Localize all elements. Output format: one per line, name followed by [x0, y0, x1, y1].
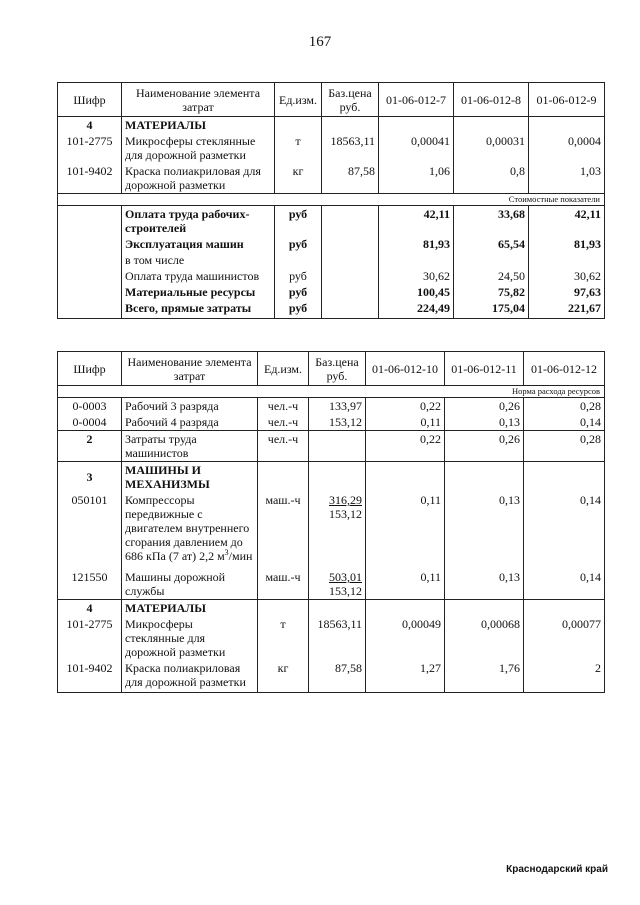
cost-value: 75,82: [454, 284, 529, 300]
header-price: Баз.цена руб.: [309, 352, 366, 386]
cell-value: 1,06: [379, 163, 454, 194]
section-row: [58, 462, 605, 493]
cell-name: Микросферы стеклянные для дорожной разметки: [122, 616, 258, 660]
cell-value: 0,00077: [524, 616, 605, 660]
cost-row: [58, 236, 605, 252]
cell-name-text: /мин: [228, 549, 253, 563]
cell-value: 0,00041: [379, 133, 454, 163]
cell-value: 1,76: [445, 660, 524, 693]
header-col: 01-06-012-7: [379, 83, 454, 117]
cell-code: 050101: [58, 492, 122, 564]
cell-unit: т: [275, 133, 322, 163]
section-row: [58, 431, 605, 462]
cell-value: 2: [524, 660, 605, 693]
cell-value: 0,14: [524, 564, 605, 600]
cell-value: 1,03: [529, 163, 605, 194]
cell-value: 0,13: [445, 414, 524, 431]
cost-row: [58, 268, 605, 284]
page-number: 167: [308, 34, 332, 50]
footer-region: Краснодарский край: [506, 864, 608, 875]
cell-name: Машины дорожной службы: [122, 564, 258, 600]
cell-value: 0,00068: [445, 616, 524, 660]
header-unit: Ед.изм.: [275, 83, 322, 117]
cost-unit: руб: [275, 284, 322, 300]
cost-value: 221,67: [529, 300, 605, 319]
cost-name: Всего, прямые затраты: [122, 300, 275, 319]
superscript: 3: [224, 548, 229, 557]
cell-price: 18563,11: [322, 133, 379, 163]
header-col: 01-06-012-8: [454, 83, 529, 117]
cell-name: Краска полиакриловая для дорожной разметки: [122, 660, 258, 693]
cell-name: Краска полиакриловая для дорожной разметки: [122, 163, 275, 194]
cell-price: 87,58: [322, 163, 379, 194]
cell-unit: маш.-ч: [258, 564, 309, 600]
header-col: 01-06-012-12: [524, 352, 605, 386]
cost-name: Оплата труда машинистов: [122, 268, 275, 284]
cell-value: 0,14: [524, 492, 605, 564]
cell-value: 0,11: [366, 414, 445, 431]
cost-unit: руб: [275, 236, 322, 252]
section-number: 3: [58, 462, 122, 493]
header-name: Наименование элемента затрат: [122, 83, 275, 117]
section-row: [58, 117, 605, 134]
cost-unit: руб: [275, 206, 322, 237]
cell-value: 0,8: [454, 163, 529, 194]
cost-value: 175,04: [454, 300, 529, 319]
cell-value: 1,27: [366, 660, 445, 693]
cell-name-text: Компрессоры передвижные с двигателем внутреннего сгорания давлением до 686 кПа (7 ат) 2,2 м: [125, 493, 250, 563]
band-row: [58, 194, 605, 206]
table-row: [58, 564, 605, 600]
cost-value: 42,11: [379, 206, 454, 237]
cell-value: 0,00049: [366, 616, 445, 660]
cell-name: Микросферы стеклянные для дорожной разметки: [122, 133, 275, 163]
band-row: [58, 386, 605, 398]
cell-value: 0,22: [366, 398, 445, 415]
cell-unit: маш.-ч: [258, 492, 309, 564]
cost-row: [58, 206, 605, 237]
cell-code: 101-9402: [58, 660, 122, 693]
cell-value: 0,26: [445, 431, 524, 462]
cell-unit: чел.-ч: [258, 414, 309, 431]
cell-price: 18563,11: [309, 616, 366, 660]
cell-unit: т: [258, 616, 309, 660]
cost-row: [58, 284, 605, 300]
table-row: [58, 133, 605, 163]
cost-unit: руб: [275, 268, 322, 284]
cell-price: [309, 564, 366, 600]
cell-name: [122, 492, 258, 564]
table-row: [58, 492, 605, 564]
cell-unit: кг: [275, 163, 322, 194]
cell-unit: чел.-ч: [258, 398, 309, 415]
header-code: Шифр: [58, 83, 122, 117]
cell-value: 0,13: [445, 492, 524, 564]
cell-value: 0,28: [524, 431, 605, 462]
cost-value: 33,68: [454, 206, 529, 237]
cost-value: 81,93: [529, 236, 605, 252]
price-top: 316,29: [329, 493, 362, 507]
cell-value: 0,14: [524, 414, 605, 431]
cell-value: 0,26: [445, 398, 524, 415]
cost-name: Материальные ресурсы: [122, 284, 275, 300]
cell-value: 0,28: [524, 398, 605, 415]
cost-value: 30,62: [529, 268, 605, 284]
cell-value: 0,0004: [529, 133, 605, 163]
cell-code: 121550: [58, 564, 122, 600]
cell-code: 101-9402: [58, 163, 122, 194]
section-number: 4: [58, 117, 122, 134]
band-label: Норма расхода ресурсов: [58, 386, 605, 398]
section-name: Затраты труда машинистов: [122, 431, 258, 462]
cost-unit: руб: [275, 300, 322, 319]
cost-row: [58, 300, 605, 319]
table-row: [58, 163, 605, 194]
cell-value: 0,22: [366, 431, 445, 462]
cost-name: Эксплуатация машин: [122, 236, 275, 252]
price-bottom: 153,12: [329, 584, 362, 598]
cell-code: 0-0003: [58, 398, 122, 415]
cell-name: Рабочий 4 разряда: [122, 414, 258, 431]
cell-unit: кг: [258, 660, 309, 693]
cell-value: 0,00031: [454, 133, 529, 163]
cost-value: 65,54: [454, 236, 529, 252]
cell-value: 0,13: [445, 564, 524, 600]
header-col: 01-06-012-9: [529, 83, 605, 117]
cell-value: 0,11: [366, 492, 445, 564]
cell-price: 133,97: [309, 398, 366, 415]
table-row: [58, 414, 605, 431]
cost-name: в том числе: [122, 252, 275, 268]
resource-table-1: [57, 82, 605, 319]
resource-table-2: [57, 351, 605, 693]
cost-value: 24,50: [454, 268, 529, 284]
cell-code: 101-2775: [58, 616, 122, 660]
cost-value: 100,45: [379, 284, 454, 300]
cell-code: 0-0004: [58, 414, 122, 431]
header-col: 01-06-012-10: [366, 352, 445, 386]
section-number: 2: [58, 431, 122, 462]
cost-value: 97,63: [529, 284, 605, 300]
band-label: Стоимостные показатели: [58, 194, 605, 206]
cell-name: Рабочий 3 разряда: [122, 398, 258, 415]
header-col: 01-06-012-11: [445, 352, 524, 386]
cell-price: 153,12: [309, 414, 366, 431]
cost-row: [58, 252, 605, 268]
cost-value: 42,11: [529, 206, 605, 237]
header-code: Шифр: [58, 352, 122, 386]
table-row: [58, 398, 605, 415]
cell-value: 0,11: [366, 564, 445, 600]
cost-value: 30,62: [379, 268, 454, 284]
table-header-row: [58, 83, 605, 117]
cell-price: [309, 492, 366, 564]
table-row: [58, 616, 605, 660]
header-price: Баз.цена руб.: [322, 83, 379, 117]
table-header-row: [58, 352, 605, 386]
price-bottom: 153,12: [329, 507, 362, 521]
cost-value: 224,49: [379, 300, 454, 319]
section-title: МАТЕРИАЛЫ: [122, 600, 258, 617]
section-number: 4: [58, 600, 122, 617]
section-title: МАШИНЫ И МЕХАНИЗМЫ: [122, 462, 258, 493]
section-title: МАТЕРИАЛЫ: [122, 117, 275, 134]
header-unit: Ед.изм.: [258, 352, 309, 386]
cost-name: Оплата труда рабочих-строителей: [122, 206, 275, 237]
cell-unit: чел.-ч: [258, 431, 309, 462]
header-name: Наименование элемента затрат: [122, 352, 258, 386]
table-row: [58, 660, 605, 693]
cost-value: 81,93: [379, 236, 454, 252]
cell-price: 87,58: [309, 660, 366, 693]
price-top: 503,01: [329, 570, 362, 584]
section-row: [58, 600, 605, 617]
cell-code: 101-2775: [58, 133, 122, 163]
